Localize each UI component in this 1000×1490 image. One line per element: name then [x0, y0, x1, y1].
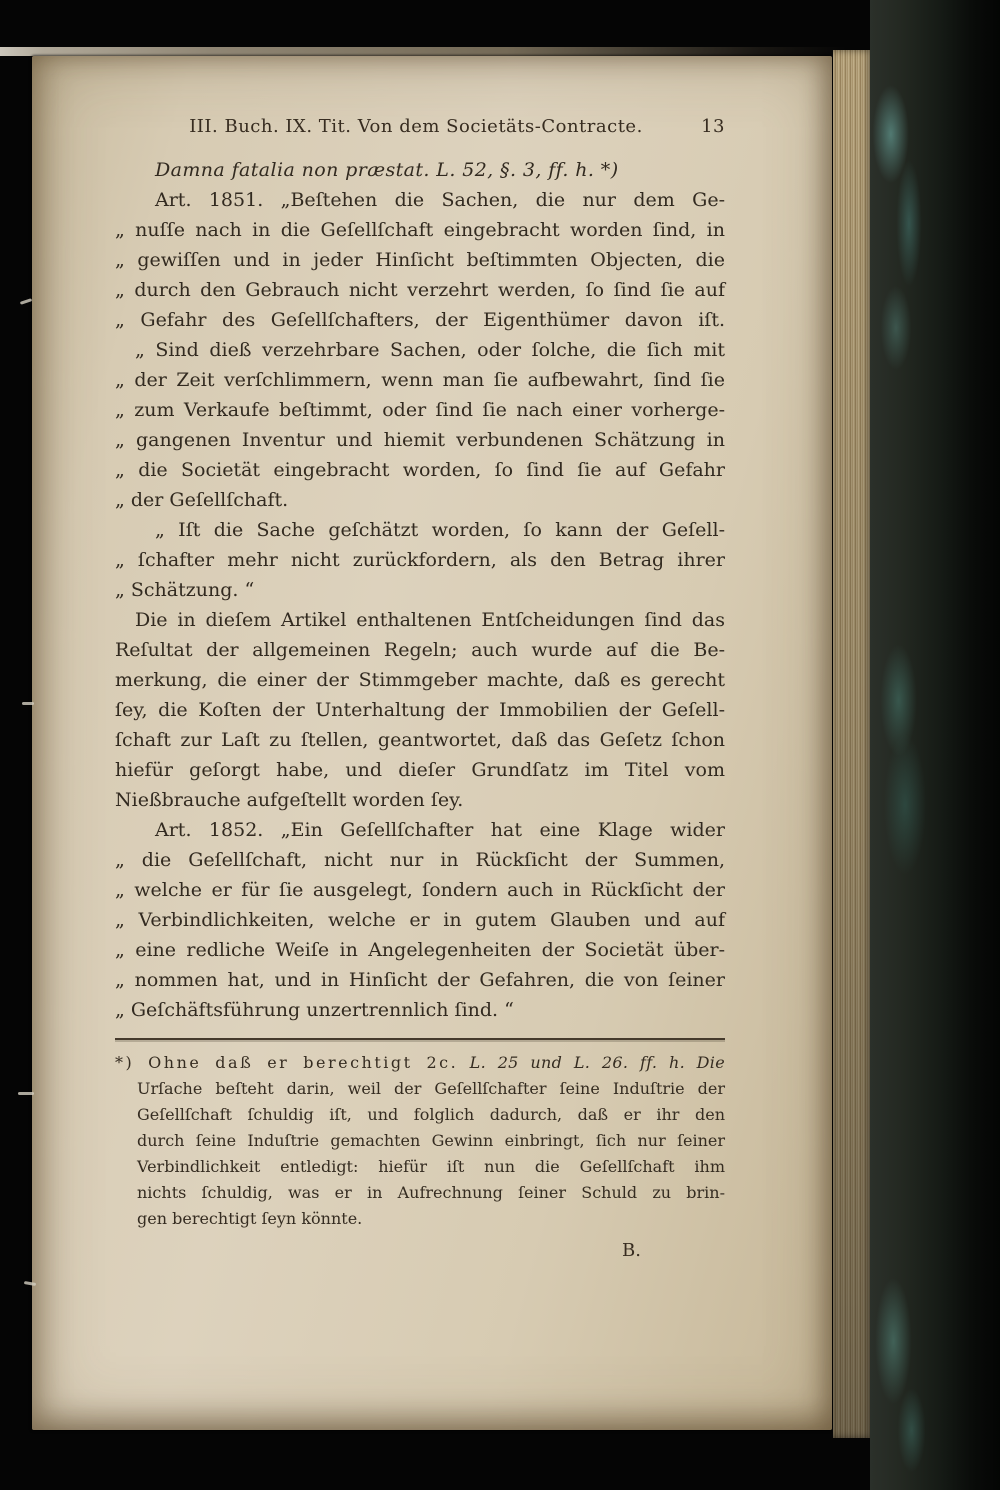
text-column — [115, 116, 725, 1261]
body-line: Nießbrauche aufgeſtellt worden ſey. — [115, 789, 464, 811]
body-line: „ Iſt die Sache geſchätzt worden, ſo kann der Geſell- — [155, 519, 725, 541]
footnote-line: Geſellſchaft ſchuldig iſt, und folglich dadurch, daß er ihr den — [137, 1105, 725, 1124]
body-line: „ Schätzung. “ — [115, 579, 255, 601]
body-line: „ ſchafter mehr nicht zurückfordern, als den Betrag ihrer — [115, 549, 725, 571]
body-line: „ nommen hat, und in Hinſicht der Gefahren, die von ſeiner — [115, 969, 725, 991]
body-line: „ nuſſe nach in die Geſellſchaft eingebracht worden ſind, in — [115, 219, 725, 241]
body-line: „ die Geſellſchaft, nicht nur in Rückſicht der Summen, — [115, 849, 725, 871]
footnote-rule — [115, 1038, 725, 1040]
body-line: „ gewiſſen und in jeder Hinſicht beſtimmten Objecten, die — [115, 249, 725, 271]
signature-mark: B. — [622, 1240, 641, 1261]
footnote-line: Urſache beſteht darin, weil der Geſellſchafter ſeine Induſtrie der — [137, 1079, 725, 1098]
page-number: 13 — [701, 116, 725, 137]
margin-mark — [20, 298, 32, 305]
margin-mark — [18, 1092, 34, 1095]
body-line: Damna fatalia non præstat. L. 52, §. 3, ff. h. *) — [155, 159, 619, 181]
body-line: „ der Geſellſchaft. — [115, 489, 289, 511]
footnote-line: gen berechtigt ſeyn könnte. — [137, 1209, 363, 1228]
body-line: „ zum Verkaufe beſtimmt, oder ſind ſie nach einer vorherge- — [115, 399, 725, 421]
body-line: Reſultat der allgemeinen Regeln; auch wurde auf die Be- — [115, 639, 725, 661]
body-line: „ Geſchäftsführung unzertrennlich ſind. “ — [115, 999, 514, 1021]
body-line: Art. 1852. „Ein Geſellſchafter hat eine Klage wider — [155, 819, 725, 841]
underlying-page-edge — [0, 47, 846, 56]
book-page — [32, 56, 832, 1430]
footnote — [115, 1050, 725, 1232]
footnote-marker: *) Ohne daß er berechtigt 2c. — [115, 1053, 459, 1072]
body-line: merkung, die einer der Stimmgeber machte, daß es gerecht — [115, 669, 725, 691]
footnote-line: Verbindlichkeit entledigt: hiefür iſt nun die Geſellſchaft ihm — [137, 1157, 725, 1176]
body-line: Art. 1851. „Beſtehen die Sachen, die nur dem Ge- — [155, 189, 725, 211]
body-line: „ welche er für ſie ausgelegt, ſondern auch in Rückſicht der — [115, 879, 725, 901]
body-line: „ der Zeit verſchlimmern, wenn man ſie aufbewahrt, ſind ſie — [115, 369, 725, 391]
body-line: „ Sind dieß verzehrbare Sachen, oder ſolche, die ſich mit — [135, 339, 725, 361]
running-header — [115, 116, 725, 137]
footnote-line — [115, 1050, 725, 1076]
body-line: ſchaft zur Laſt zu ſtellen, geantwortet, daß das Geſetz ſchon — [115, 729, 725, 751]
footnote-line: durch ſeine Induſtrie gemachten Gewinn einbringt, ſich nur ſeiner — [137, 1131, 725, 1150]
book-cover-edge — [870, 0, 1000, 1490]
body-line: „ durch den Gebrauch nicht verzehrt werden, ſo ſind ſie auf — [115, 279, 725, 301]
body-line: ſey, die Koſten der Unterhaltung der Immobilien der Geſell- — [115, 699, 725, 721]
body-line: „ gangenen Inventur und hiemit verbundenen Schätzung in — [115, 429, 725, 451]
body-line: hiefür geſorgt habe, und dieſer Grundſatz im Titel vom — [115, 759, 725, 781]
body-line: „ Verbindlichkeiten, welche er in gutem Glauben und auf — [115, 909, 725, 931]
body-line: „ die Societät eingebracht worden, ſo ſind ſie auf Gefahr — [115, 459, 725, 481]
footnote-citation: L. 25 und L. 26. ff. h. Die — [469, 1053, 725, 1072]
body-line: Die in dieſem Artikel enthaltenen Entſcheidungen ſind das — [135, 609, 725, 631]
page-stack-edge — [833, 50, 873, 1438]
margin-mark — [22, 702, 34, 705]
body-line: „ eine redliche Weiſe in Angelegenheiten der Societät über- — [115, 939, 725, 961]
running-header-title: III. Buch. IX. Tit. Von dem Societäts-Contracte. — [189, 116, 643, 137]
footnote-line: nichts ſchuldig, was er in Aufrechnung ſeiner Schuld zu brin- — [137, 1183, 725, 1202]
body-line: „ Gefahr des Geſellſchafters, der Eigenthümer davon iſt. — [115, 309, 725, 331]
